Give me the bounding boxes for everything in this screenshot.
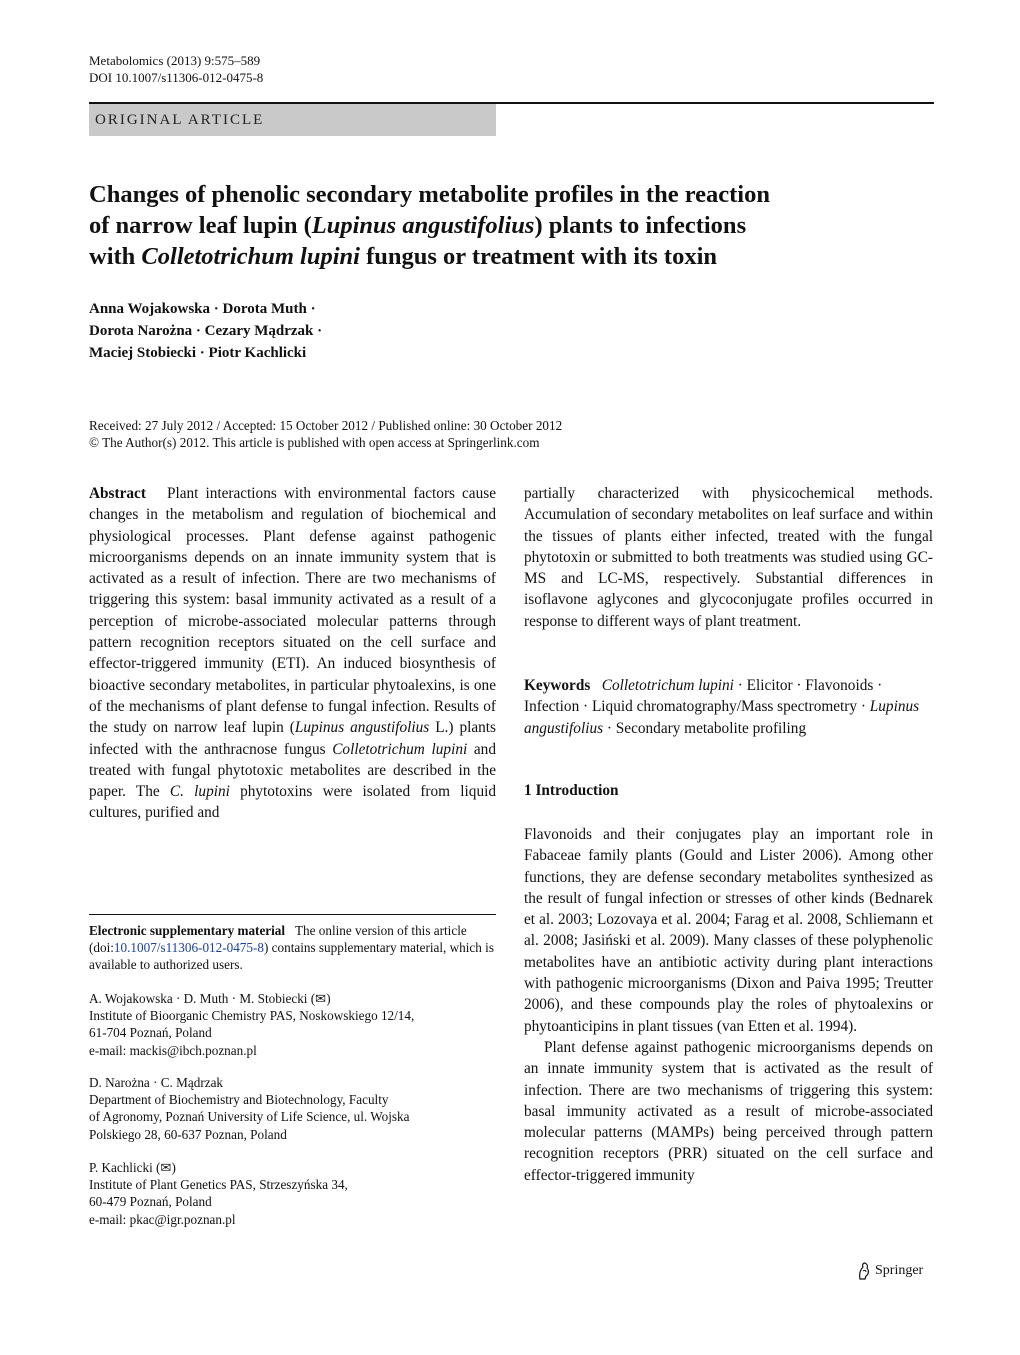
author-line-3: Maciej Stobiecki · Piotr Kachlicki: [89, 345, 307, 361]
journal-line: Metabolomics (2013) 9:575–589: [89, 53, 261, 68]
article-type-band: [89, 104, 496, 136]
intro-paragraph-1: Flavonoids and their conjugates play an important role in Fabaceae family plants (Gould and Lister 2006). Among other functions, they are defense secondary metabolites synthesized as the result of fungal infection or stresses of other kinds (Bednarek et al. 2003; Lozovaya et al. 2004; Farag et al. 2008, Schliemann et al. 2008; Jasiński et al. 2009). Many classes of these polyphenolic metabolites have an antibiotic activity during plant interactions with pathogenic microorganisms (Dixon and Paiva 1995; Treutter 2006), and these compounds play the roles of phytoalexins or phytoanticipins in plant tissues (van Etten et al. 1994).: [524, 826, 933, 1035]
esm-label: Electronic supplementary material: [89, 923, 286, 938]
intro-paragraph-2: Plant defense against pathogenic microorganisms depends on an innate immunity system that is activated as the result of infection. There are two mechanisms of triggering this system: basal immunity activated as a result of microbe-associated molecular patterns (MAMPs) being perceived through pattern recognition receptors (PRR) situated on the cell surface and effector-triggered immunity: [524, 1038, 933, 1184]
dates-line: Received: 27 July 2012 / Accepted: 15 October 2012 / Published online: 30 October 2012: [89, 418, 563, 433]
abstract-continuation: partially characterized with physicochemical methods. Accumulation of secondary metabolites on leaf surface and within the tissues of plants either infected, treated with the fungal phytotoxin or submitted to both treatments was studied using GC-MS and LC-MS, respectively. Substantial differences in isoflavone aglycones and glycoconjugate profiles occurred in response to different ways of plant treatment.: [524, 485, 933, 630]
springer-horse-icon: [857, 1262, 870, 1280]
keywords: Keywords Colletotrichum lupini · Elicitor · Flavonoids · Infection · Liquid chromatography/Mass spectrometry · Lupinus angustifolius · Secondary metabolite profiling: [524, 677, 920, 737]
journal-citation: [89, 52, 263, 86]
title-line-1: Changes of phenolic secondary metabolite profiles in the reaction: [89, 181, 770, 208]
affiliation-1: A. Wojakowska · D. Muth · M. Stobiecki (✉) Institute of Bioorganic Chemistry PAS, Noskowskiego 12/14, 61-704 Poznań, Poland e-mail: mackis@ibch.poznan.pl: [89, 991, 415, 1058]
doi-line: DOI 10.1007/s11306-012-0475-8: [89, 70, 264, 85]
esm-doi-link[interactable]: 10.1007/s11306-012-0475-8: [113, 940, 264, 955]
author-line-1: Anna Wojakowska · Dorota Muth ·: [89, 301, 316, 317]
copyright-line: © The Author(s) 2012. This article is published with open access at Springerlink.com: [89, 435, 540, 450]
author-list: [89, 298, 689, 364]
affiliation-2: D. Narożna · C. Mądrzak Department of Biochemistry and Biotechnology, Faculty of Agronomy, Poznań University of Life Science, ul. Wojska Polskiego 28, 60-637 Poznan, Poland: [89, 1075, 410, 1142]
footnote-rule: [89, 914, 496, 915]
introduction-text: [524, 824, 933, 1186]
article-title: [89, 179, 919, 272]
keywords-label: Keywords: [524, 677, 591, 694]
title-line-3: with Colletotrichum lupini fungus or treatment with its toxin: [89, 243, 718, 270]
publisher-logo: [857, 1262, 923, 1280]
section-heading-introduction: 1 Introduction: [524, 782, 619, 799]
abstract-right: [524, 483, 933, 632]
publication-dates: [89, 417, 849, 451]
abstract-label: Abstract: [89, 485, 146, 502]
author-line-2: Dorota Narożna · Cezary Mądrzak ·: [89, 323, 323, 339]
article-type: ORIGINAL ARTICLE: [95, 112, 265, 128]
affiliation-3: P. Kachlicki (✉) Institute of Plant Genetics PAS, Strzeszyńska 34, 60-479 Poznań, Poland e-mail: pkac@igr.poznan.pl: [89, 1160, 348, 1227]
abstract-left: Abstract Plant interactions with environmental factors cause changes in the metabolism and regulation of biochemical and physiological processes. Plant defense against pathogenic microorganisms depends on an innate immunity system that is activated as a result of infection. There are two mechanisms of triggering this system: basal immunity activated as a result of a perception of microbe-associated molecular patterns through pattern recognition receptors situated on the cell surface and effector-triggered immunity (ETI). An induced biosynthesis of bioactive secondary metabolites, in particular phytoalexins, is one of the mechanisms of plant defense to fungal infection. Results of the study on narrow leaf lupin (Lupinus angustifolius L.) plants infected with the anthracnose fungus Colletotrichum lupini and treated with fungal phytotoxic metabolites are described in the paper. The C. lupini phytotoxins were isolated from liquid cultures, purified and: [89, 485, 496, 822]
publisher-name: Springer: [875, 1263, 924, 1278]
title-line-2: of narrow leaf lupin (Lupinus angustifolius) plants to infections: [89, 212, 747, 239]
esm-note: Electronic supplementary material The online version of this article (doi:10.1007/s11306-012-0475-8) contains supplementary material, which is available to authorized users.: [89, 923, 494, 972]
